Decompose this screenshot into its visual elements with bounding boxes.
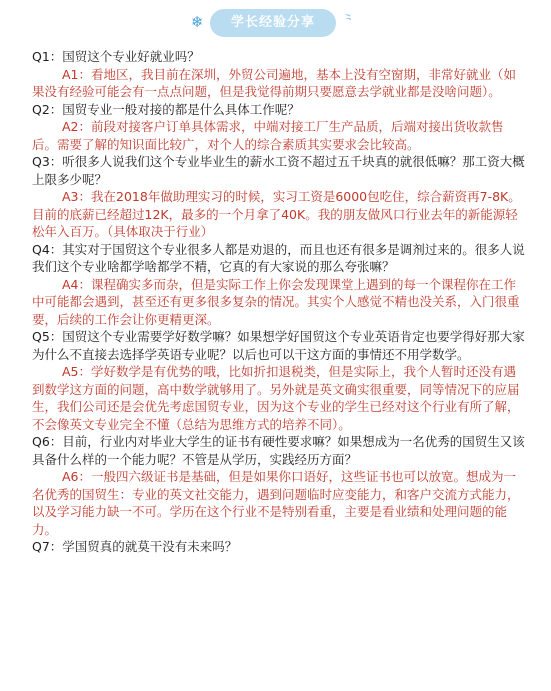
snowflake-icon: ❄ <box>191 13 204 31</box>
question-1: Q1：国贸这个专业好就业吗？ <box>32 49 200 64</box>
question-6: Q6：目前，行业内对毕业大学生的证书有硬性要求嘛？如果想成为一名优秀的国贸生又该具备什么样的一个能力呢？不管是从学历，实践经历方面？ <box>32 434 525 467</box>
answer-1: A1：看地区，我目前在深圳，外贸公司遍地，基本上没有空窗期，非常好就业（如果没有经验可能会有一点点问题，但是我觉得前期只要愿意去学就业都是没啥问题）。 <box>32 66 517 99</box>
question-7: Q7：学国贸真的就莫干没有未来吗？ <box>32 539 238 554</box>
answer-5: A5：学好数学是有优势的哦，比如折扣退税类，但是实际上，我个人暂时还没有遇到数学这方面的问题，高中数学就够用了。另外就是英文确实很重要，同等情况下的应届生，我们公司还是会优先考虑国贸专业，因为这个专业的学生已经对这个行业有所了解，不会像英文专业完全不懂（总结为思维方式的培养不同）。 <box>32 364 520 432</box>
question-2: Q2：国贸专业一般对接的都是什么具体工作呢？ <box>32 101 300 117</box>
answer-3: A3：我在2018年做助理实习的时候，实习工资是6000包吃住，综合薪资再7-8K。目前的底薪已经超过12K，最多的一个月拿了40K。我的朋友做风口行业去年的新能源轻松年入百万。（具体取决于行业） <box>32 189 521 239</box>
section-title: 学长经验分享 <box>210 9 336 37</box>
question-5: Q5：国贸这个专业需要学好数学嘛？如果想学好国贸这个专业英语肯定也要学得好那大家为什么不直接去选择学英语专业呢？以后也可以干这方面的事情还不用学数学。 <box>32 329 525 362</box>
feather-icon: ⺀ <box>339 8 360 32</box>
question-3: Q3：听很多人说我们这个专业毕业生的薪水工资不超过五千块真的就很低嘛？那工资大概上限多少呢？ <box>32 154 525 187</box>
qa-list <box>32 48 528 556</box>
question-4: Q4：其实对于国贸这个专业很多人都是劝退的，而且也还有很多是调剂过来的。很多人说我们这个专业啥都学啥都学不精，它真的有大家说的那么夸张嘛？ <box>32 241 525 274</box>
answer-4: A4：课程确实多而杂，但是实际工作上你会发现课堂上遇到的每一个课程你在工作中可能都会遇到，甚至还有更多很多复杂的情况。其实个人感觉不精也没关系，入门很重要，后续的工作会让你更精更深。 <box>32 276 520 327</box>
answer-6: A6：一般四六级证书是基础，但是如果你口语好，这些证书也可以放宽。想成为一名优秀的国贸生：专业的英文社交能力，遇到问题临时应变能力，和客户交流方式能力，以及学习能力缺一不可。学历在这个行业不是特别看重，主要是看业绩和处理问题的能力。 <box>32 469 520 537</box>
answer-2: A2：前段对接客户订单具体需求，中端对接工厂生产品质，后端对接出货收款售后。需要了解的知识面比较广，对个人的综合素质其实要求会比较高。 <box>32 119 504 152</box>
section-header <box>0 0 551 44</box>
